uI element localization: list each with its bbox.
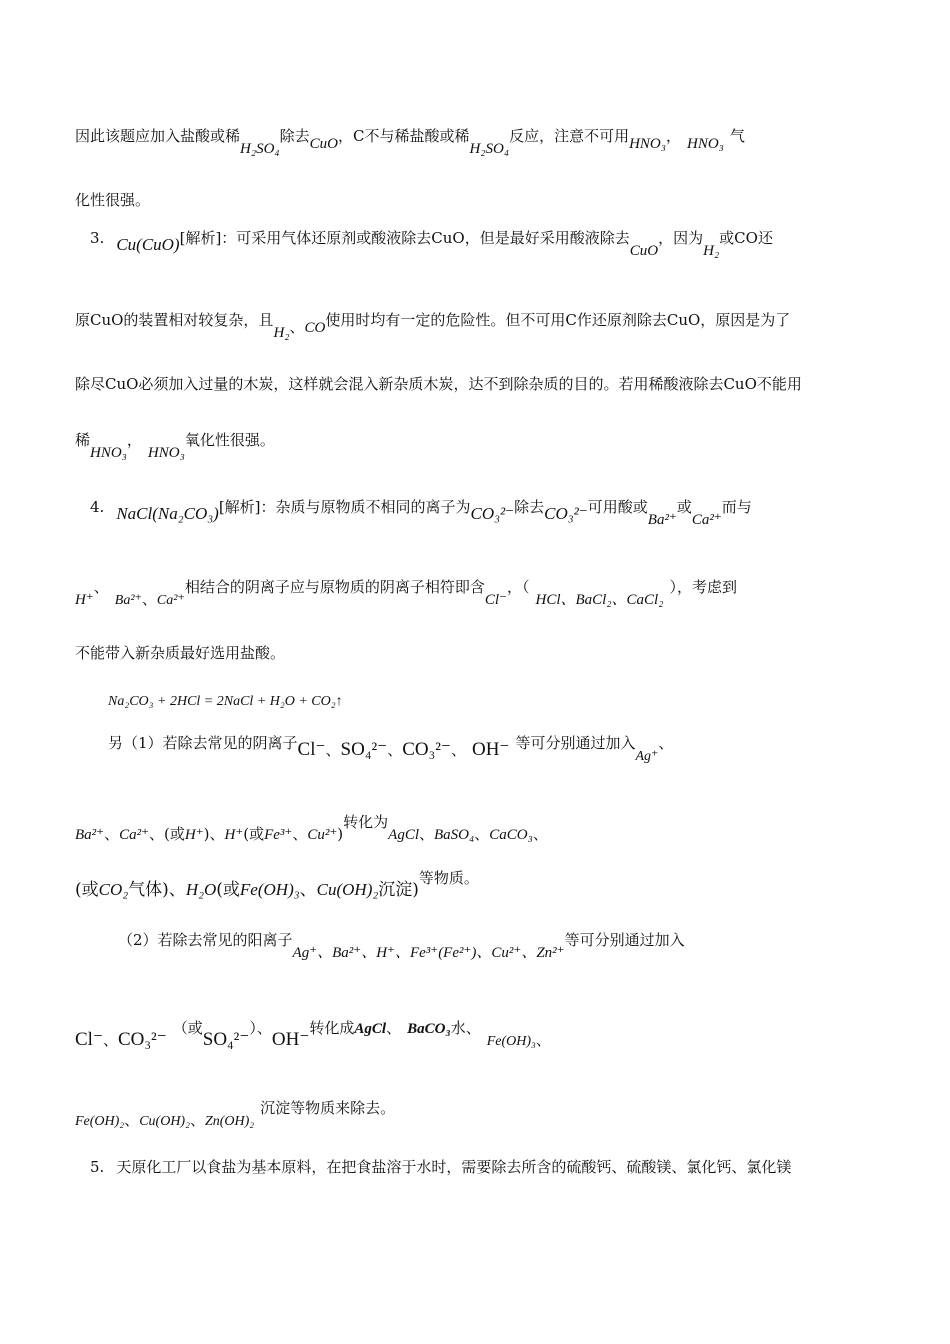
text: 稀	[75, 431, 91, 449]
formula-h2so4: H₂SO₄	[469, 141, 510, 157]
text: （2）若除去常见的阳离子	[118, 931, 293, 949]
text: 、	[325, 741, 341, 759]
text: 、	[93, 578, 109, 596]
text: 、	[292, 825, 308, 843]
formula-feoh3: Fe(OH)₃	[239, 880, 300, 899]
text: (或	[75, 880, 99, 900]
text: 、	[387, 741, 403, 759]
text: 、(或	[149, 825, 185, 843]
formula-hno3: HNO₃	[147, 445, 185, 461]
formula-so4: SO₄²⁻	[202, 1029, 250, 1050]
formula-cation-list: Ag⁺、Ba²⁺、H⁺、Fe³⁺(Fe²⁺)、Cu²⁺、Zn²⁺	[292, 945, 565, 961]
text: 或	[676, 498, 692, 516]
text: 气体)、	[128, 880, 186, 900]
text-line	[75, 190, 150, 210]
item-number: 3.	[90, 229, 105, 247]
item-number: 4.	[90, 498, 105, 516]
text-line	[75, 1098, 396, 1129]
equation	[108, 690, 343, 712]
text: 等可分别通过加入	[515, 734, 636, 752]
text: 、	[474, 825, 490, 843]
formula-ba: Ba²⁺	[75, 827, 105, 843]
formula-cu: Cu²⁺	[307, 827, 338, 843]
formula-cu-cuo: Cu(CuO)	[116, 235, 180, 254]
formula-ca: Ca²⁺	[156, 593, 185, 608]
text: ，（	[506, 578, 530, 596]
text: 原CuO的装置相对较复杂，且	[75, 311, 274, 329]
text: 氧化性很强。	[184, 431, 275, 449]
formula-feoh2: Fe(OH)₂	[75, 1114, 125, 1129]
formula-cuo: CuO	[629, 243, 659, 259]
text: 、	[419, 825, 435, 843]
text-line	[75, 812, 548, 843]
item-3-line	[90, 228, 773, 259]
text: 、	[124, 1111, 140, 1129]
text: (或	[216, 880, 240, 900]
formula-co3: CO₃²⁻	[544, 504, 588, 523]
text: 而与	[721, 498, 752, 516]
text: [解析]：杂质与原物质不相同的离子为	[218, 498, 471, 516]
text: 可用酸或	[587, 498, 648, 516]
text: ，	[126, 431, 142, 449]
formula-co3: CO₃²⁻	[402, 739, 451, 760]
formula-h2so4: H₂SO₄	[240, 141, 280, 157]
text: 天原化工厂以食盐为基本原料，在把食盐溶于水时，需要除去所含的硫酸钙、硫酸镁、氯化钙、氯化镁	[116, 1158, 792, 1176]
text: 转化成	[309, 1019, 355, 1037]
text-line	[75, 868, 479, 900]
text: 、	[189, 1111, 205, 1129]
text: 、	[658, 734, 674, 752]
text-line	[75, 643, 285, 663]
item-4-line	[90, 497, 752, 528]
text: 、	[104, 825, 120, 843]
text: 沉淀)	[378, 880, 419, 900]
text: 不能带入新杂质最好选用盐酸。	[75, 644, 286, 662]
text: 使用时均有一定的危险性。但不可用C作还原剂除去CuO，原因是为了	[325, 311, 791, 329]
text: 、	[299, 880, 317, 900]
text-line	[75, 310, 791, 341]
formula-agcl: AgCl	[388, 827, 419, 843]
text: ，C不与稀盐酸或稀	[337, 127, 470, 145]
text-line	[75, 126, 745, 157]
text: 等可分别通过加入	[564, 931, 685, 949]
formula-h2: H₂	[273, 325, 290, 341]
formula-oh: OH⁻	[271, 1029, 310, 1050]
text: 气	[729, 127, 745, 145]
text: 或CO还	[719, 229, 773, 247]
formula-cuo: CuO	[309, 136, 338, 152]
text: 水、	[450, 1019, 481, 1037]
text: ，因为	[658, 229, 704, 247]
text: 、	[141, 590, 157, 608]
text: （或	[172, 1019, 203, 1037]
chemical-equation: Na₂CO₃ + 2HCl = 2NaCl + H₂O + CO₂↑	[108, 694, 343, 709]
text: 等物质。	[418, 869, 479, 887]
formula-ag: Ag⁺	[635, 749, 659, 764]
text: 、	[102, 1031, 118, 1049]
formula-so4: SO₄²⁻	[340, 739, 388, 760]
formula-ca: Ca²⁺	[691, 512, 722, 528]
formula-hcl-list: HCl、BaCl₂、CaCl₂	[535, 592, 664, 608]
text: ），考虑到	[669, 578, 737, 596]
formula-cuoh2: Cu(OH)₂	[139, 1114, 190, 1129]
formula-cl: Cl⁻	[484, 592, 507, 608]
formula-baso4: BaSO₄	[434, 827, 475, 843]
formula-cl: Cl⁻	[75, 1029, 103, 1050]
item-5-line	[90, 1157, 791, 1177]
formula-ca: Ca²⁺	[119, 827, 150, 843]
text-line	[75, 374, 802, 394]
text: 、	[532, 825, 548, 843]
text-line	[118, 930, 685, 961]
text: 除去	[279, 127, 310, 145]
formula-h-ion: H⁺	[184, 827, 204, 843]
text: 沉淀等物质来除去。	[260, 1099, 396, 1117]
text-line	[75, 577, 737, 608]
text: )	[337, 825, 344, 843]
formula-hno3: HNO₃	[687, 136, 724, 152]
formula-h2: H₂	[703, 243, 720, 259]
formula-h2o: H₂O	[185, 880, 217, 899]
text: )、	[203, 825, 225, 843]
formula-co3: CO₃²⁻	[118, 1029, 167, 1050]
text: 化性很强。	[75, 191, 151, 209]
item-number: 5.	[90, 1158, 105, 1176]
formula-h-ion: H⁺	[224, 827, 244, 843]
text: ，	[665, 127, 681, 145]
formula-co2: CO₂	[98, 880, 129, 899]
formula-co: CO	[304, 320, 326, 336]
text: 除去	[514, 498, 545, 516]
formula-fe: Fe³⁺	[264, 827, 293, 843]
text: [解析]：可采用气体还原剂或酸液除去CuO，但是最好采用酸液除去	[179, 229, 630, 247]
formula-agcl: AgCl	[354, 1021, 387, 1037]
text: 反应，注意不可用	[509, 127, 630, 145]
text-line	[75, 1018, 551, 1050]
text-line	[108, 733, 674, 764]
formula-oh: OH⁻	[471, 739, 510, 760]
formula-h-ion: H⁺	[75, 592, 94, 608]
formula-hno3: HNO₃	[629, 136, 666, 152]
text-line	[75, 430, 275, 461]
formula-feoh3: Fe(OH)₃	[486, 1034, 536, 1049]
formula-baco3: BaCO₃	[407, 1021, 451, 1037]
formula-ba: Ba²⁺	[647, 512, 677, 528]
text: 除尽CuO必须加入过量的木炭，这样就会混入新杂质木炭，达不到除杂质的目的。若用稀酸液除去CuO不能用	[75, 375, 802, 393]
formula-cuoh2: Cu(OH)₂	[316, 880, 379, 899]
text: 、	[535, 1031, 551, 1049]
text: 、	[289, 318, 305, 336]
text: 另（1）若除去常见的阴离子	[108, 734, 298, 752]
text: 、	[386, 1019, 402, 1037]
text: ）、	[249, 1019, 272, 1037]
formula-nacl-na2co3: NaCl(Na₂CO₃)	[116, 504, 219, 523]
text: 因此该题应加入盐酸或稀	[75, 127, 241, 145]
text: (或	[243, 825, 265, 843]
formula-znoh2: Zn(OH)₂	[204, 1114, 255, 1129]
formula-ba: Ba²⁺	[114, 593, 142, 608]
text: 、	[450, 741, 466, 759]
text: 转化为	[343, 813, 389, 831]
formula-hno3: HNO₃	[90, 445, 127, 461]
formula-caco3: CaCO₃	[489, 827, 533, 843]
formula-cl: Cl⁻	[297, 739, 326, 760]
text: 相结合的阴离子应与原物质的阴离子相符即含	[184, 578, 485, 596]
formula-co3: CO₃²⁻	[470, 504, 515, 523]
